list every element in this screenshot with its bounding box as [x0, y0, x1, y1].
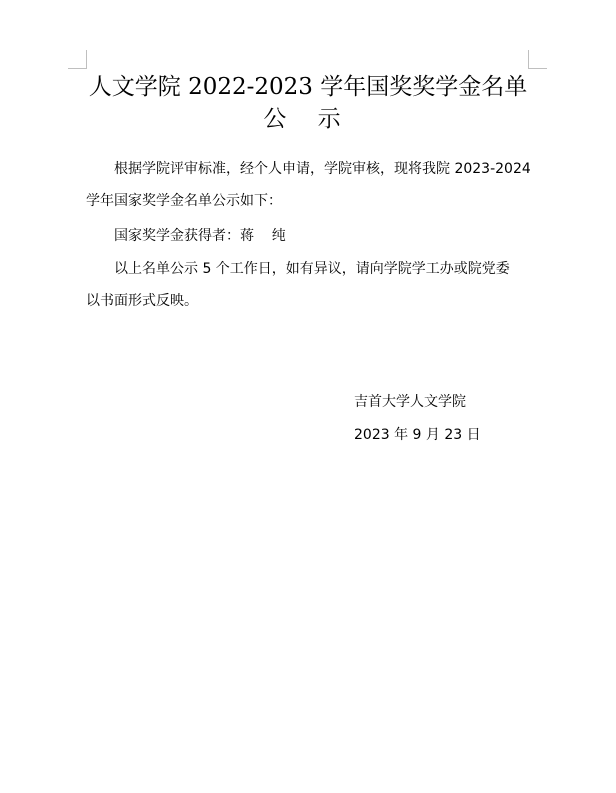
body-paragraph-2-line-2: 以书面形式反映。 — [86, 293, 198, 309]
body-paragraph-2-line-1: 以上名单公示 5 个工作日，如有异议，请向学院学工办或院党委 — [114, 261, 510, 277]
body-paragraph-1-line-2: 学年国家奖学金名单公示如下： — [86, 193, 282, 209]
document-subtitle: 公 示 — [263, 106, 353, 132]
signature-date: 2023 年 9 月 23 日 — [354, 427, 481, 443]
recipient-line: 国家奖学金获得者：蒋 纯 — [114, 228, 286, 244]
margin-corner-mark-top-left — [68, 50, 87, 69]
margin-corner-mark-top-right — [528, 50, 547, 69]
body-paragraph-1-line-1: 根据学院评审标准，经个人申请，学院审核，现将我院 2023-2024 — [114, 161, 531, 177]
signature-organization: 吉首大学人文学院 — [354, 394, 466, 410]
document-title: 人文学院 2022-2023 学年国奖奖学金名单 — [88, 74, 528, 100]
